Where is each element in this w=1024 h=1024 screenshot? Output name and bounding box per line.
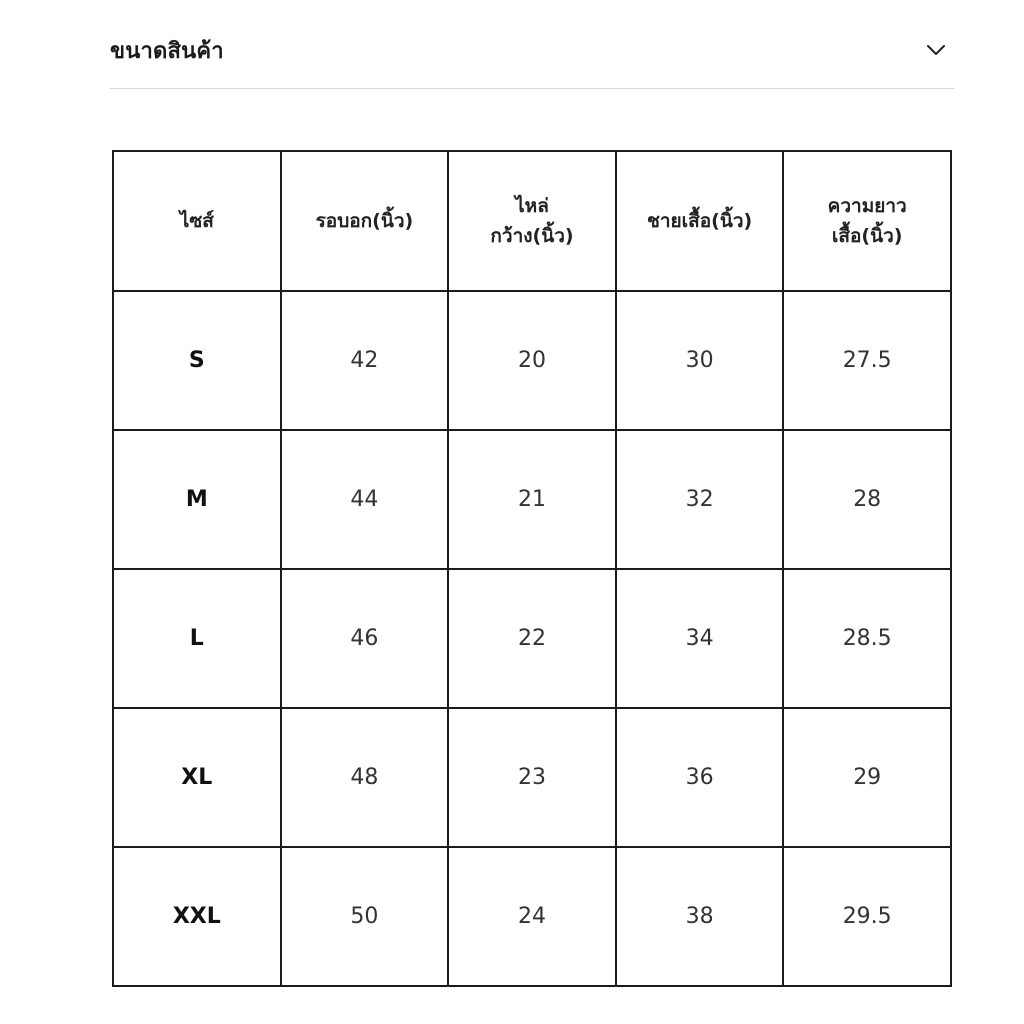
size-label: S [113, 291, 281, 430]
size-chart-table [112, 150, 952, 987]
shoulder-value: 20 [448, 291, 616, 430]
shoulder-value: 24 [448, 847, 616, 986]
hem-value: 36 [616, 708, 784, 847]
hem-value: 38 [616, 847, 784, 986]
table-row [113, 569, 951, 708]
header-chest: รอบอก(นิ้ว) [281, 151, 449, 291]
chest-value: 50 [281, 847, 449, 986]
hem-value: 30 [616, 291, 784, 430]
shoulder-value: 23 [448, 708, 616, 847]
header-size: ไซส์ [113, 151, 281, 291]
length-value: 29.5 [783, 847, 951, 986]
section-divider [110, 88, 954, 89]
size-label: XL [113, 708, 281, 847]
size-label: M [113, 430, 281, 569]
table-row [113, 847, 951, 986]
shoulder-value: 22 [448, 569, 616, 708]
table-row [113, 430, 951, 569]
product-size-accordion-toggle[interactable] [110, 28, 954, 72]
length-value: 28.5 [783, 569, 951, 708]
size-label: L [113, 569, 281, 708]
chest-value: 42 [281, 291, 449, 430]
accordion-title: ขนาดสินค้า [110, 38, 224, 64]
chest-value: 46 [281, 569, 449, 708]
length-value: 27.5 [783, 291, 951, 430]
chest-value: 48 [281, 708, 449, 847]
table-header-row [113, 151, 951, 291]
size-label: XXL [113, 847, 281, 986]
hem-value: 32 [616, 430, 784, 569]
header-hem: ชายเสื้อ(นิ้ว) [616, 151, 784, 291]
chevron-down-icon[interactable] [924, 38, 948, 62]
length-value: 28 [783, 430, 951, 569]
table-row [113, 708, 951, 847]
hem-value: 34 [616, 569, 784, 708]
header-shoulder: ไหล่กว้าง(นิ้ว) [448, 151, 616, 291]
length-value: 29 [783, 708, 951, 847]
header-length: ความยาว เสื้อ(นิ้ว) [783, 151, 951, 291]
chest-value: 44 [281, 430, 449, 569]
table-row [113, 291, 951, 430]
shoulder-value: 21 [448, 430, 616, 569]
